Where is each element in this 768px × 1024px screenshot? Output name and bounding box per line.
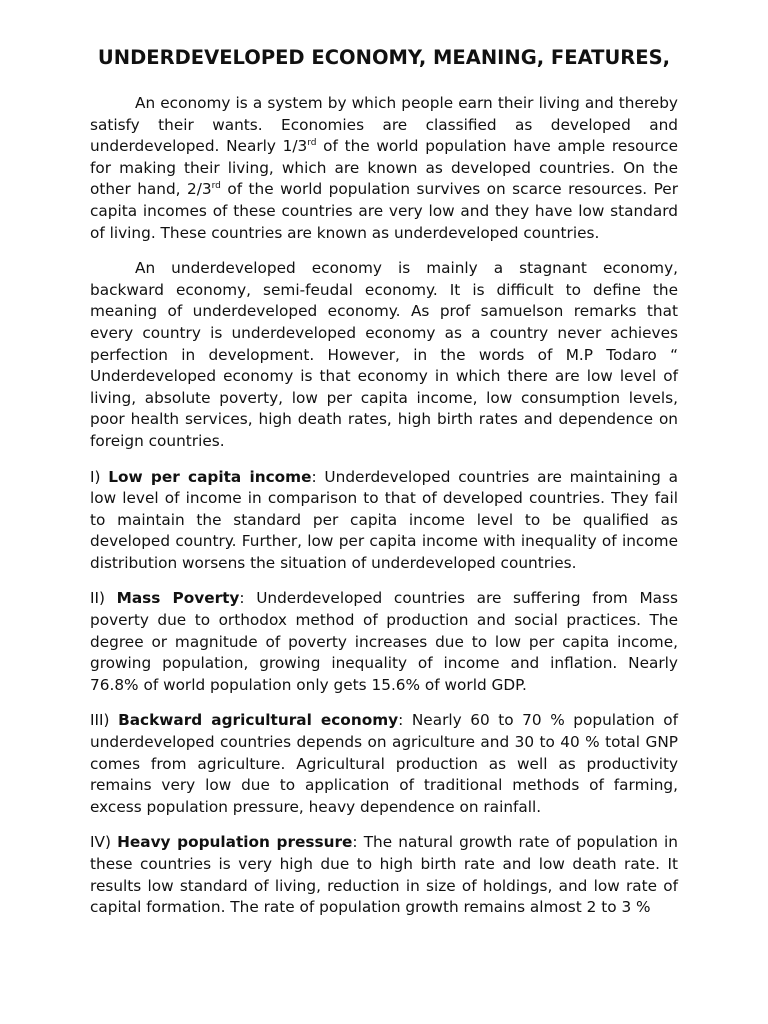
feature-number: II) <box>90 589 117 608</box>
feature-heavy-population-pressure <box>90 832 678 918</box>
page-title: UNDERDEVELOPED ECONOMY, MEANING, FEATURES, <box>97 46 671 69</box>
feature-mass-poverty <box>90 588 678 696</box>
feature-number: III) <box>90 711 119 730</box>
feature-heading: Low per capita income <box>108 467 312 486</box>
superscript-rd-1: rd <box>307 138 317 149</box>
feature-heading: Heavy population pressure <box>117 833 353 852</box>
intro-text-2: of the world population have ample resource for making their living, which are known as developed countries. On the other hand, 2/3 <box>90 137 678 199</box>
feature-body: : Underdeveloped countries are suffering from Mass poverty due to orthodox method of production and social practices. The degree or magnitude of poverty increases due to low per capita income, growing population, growing inequality of income and inflation. Nearly 76.8% of world population only gets 15.6% of world GDP. <box>90 589 678 694</box>
feature-low-per-capita-income <box>90 467 678 575</box>
feature-backward-agricultural-economy <box>90 710 678 818</box>
feature-number: IV) <box>90 833 118 852</box>
feature-body: : Underdeveloped countries are maintaining a low level of income in comparison to that of developed countries. They fail to maintain the standard per capita income level to be qualified as developed country. Further, low per capita income with inequality of income distribution worsens the situation of underdeveloped countries. <box>90 467 678 572</box>
feature-heading: Backward agricultural economy <box>118 711 399 730</box>
superscript-rd-2: rd <box>211 181 221 192</box>
document-page <box>90 46 678 933</box>
feature-heading: Mass Poverty <box>116 589 240 608</box>
intro-text-1: An economy is a system by which people earn their living and thereby satisfy their wants. Economies are classified as developed and underdeveloped. Nearly 1/3 <box>90 94 678 156</box>
feature-number: I) <box>90 467 109 486</box>
intro-text-3: of the world population survives on scarce resources. Per capita incomes of these countries are very low and they have low standard of living. These countries are known as underdeveloped countries. <box>90 180 678 242</box>
feature-body: : Nearly 60 to 70 % population of underdeveloped countries depends on agriculture and 30 to 40 % total GNP comes from agriculture. Agricultural production as well as productivity remains very low due to application of traditional methods of farming, excess population pressure, heavy dependence on rainfall. <box>90 711 679 816</box>
feature-body: : The natural growth rate of population in these countries is very high due to high birth rate and low death rate. It results low standard of living, reduction in size of holdings, and low rate of capital formation. The rate of population growth remains almost 2 to 3 % <box>90 833 678 917</box>
intro-paragraph-1 <box>90 93 678 244</box>
intro-paragraph-2: An underdeveloped economy is mainly a stagnant economy, backward economy, semi-feudal economy. It is difficult to define the meaning of underdeveloped economy. As prof samuelson remarks that every country is underdeveloped economy as a country never achieves perfection in development. However, in the words of M.P Todaro “ Underdeveloped economy is that economy in which there are low level of living, absolute poverty, low per capita income, low consumption levels, poor health services, high death rates, high birth rates and dependence on foreign countries. <box>90 259 678 450</box>
